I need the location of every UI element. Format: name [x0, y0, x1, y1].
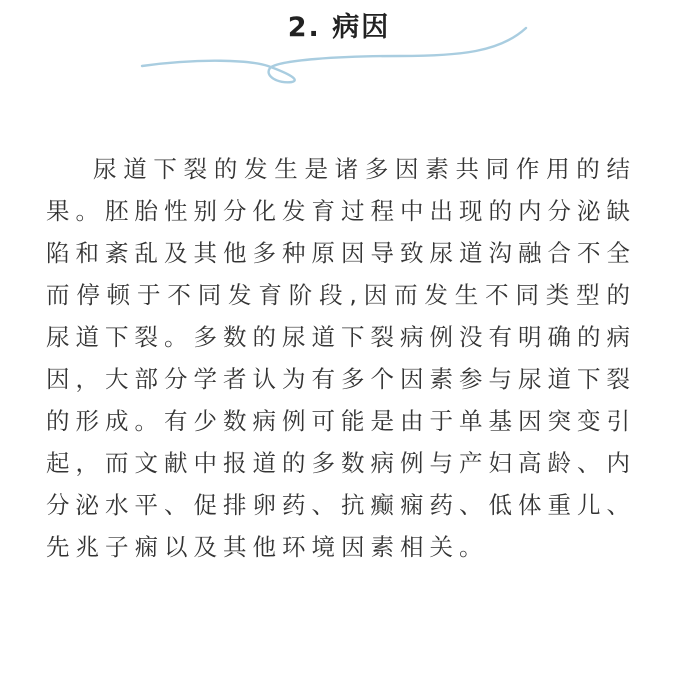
section-header	[0, 0, 678, 90]
article-paragraph: 尿道下裂的发生是诸多因素共同作用的结果。胚胎性别分化发育过程中出现的内分泌缺陷和紊乱及其他多种原因导致尿道沟融合不全而停顿于不同发育阶段,因而发生不同类型的尿道下裂。多数的尿道下裂病例没有明确的病因，大部分学者认为有多个因素参与尿道下裂的形成。有少数病例可能是由于单基因突变引起，而文献中报道的多数病例与产妇高龄、内分泌水平、促排卵药、抗癫痫药、低体重儿、先兆子痫以及其他环境因素相关。	[46, 155, 636, 561]
section-title: 2. 病因	[287, 12, 391, 43]
